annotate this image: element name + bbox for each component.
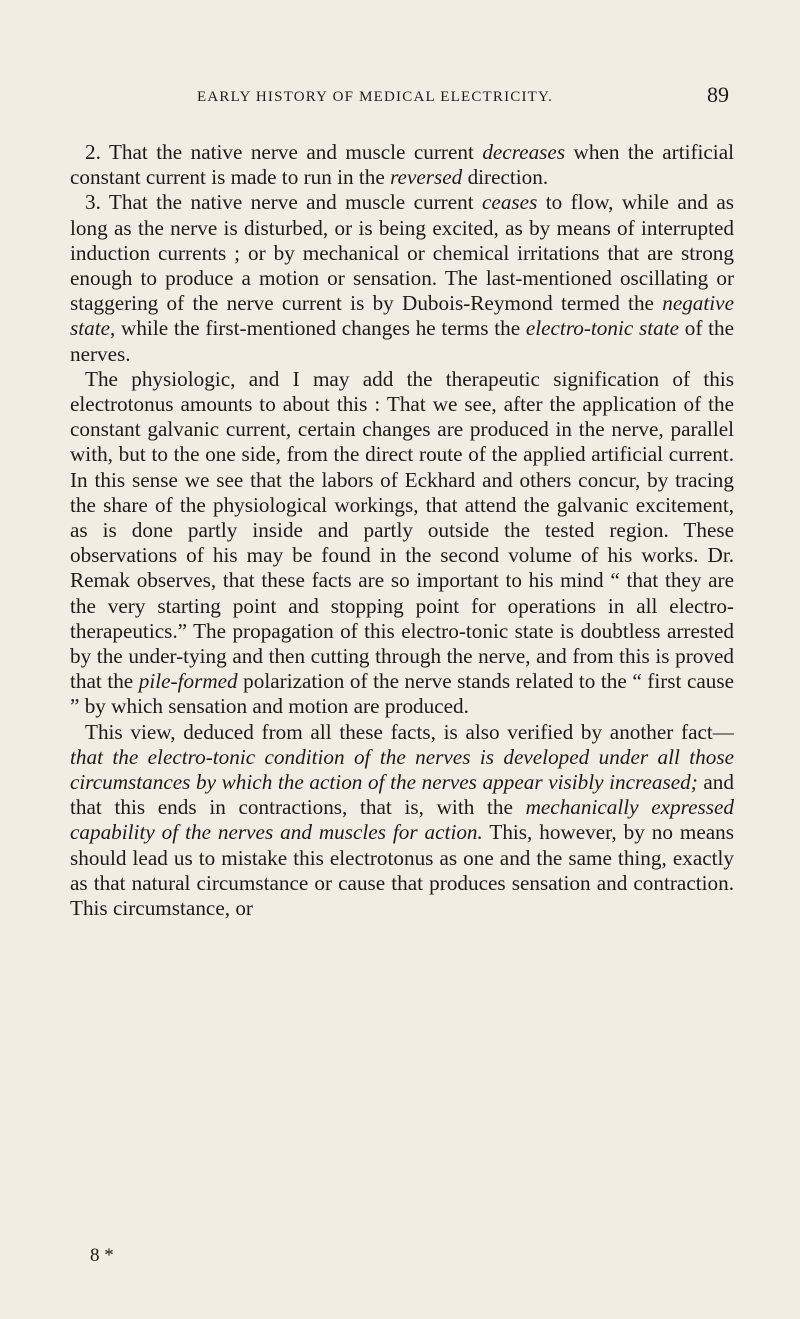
italic-run: reversed xyxy=(390,165,463,190)
italic-run: mechanically expressed capability of the nerves and muscles for action. xyxy=(70,795,734,845)
text-run: of the nerves. xyxy=(70,316,734,366)
running-head: EARLY HISTORY OF MEDICAL ELECTRICITY. xyxy=(197,89,554,105)
paragraph-4 xyxy=(70,720,734,922)
italic-run: pile-formed xyxy=(138,669,238,694)
paragraph-3 xyxy=(70,367,734,720)
italic-run: ceases xyxy=(482,190,538,215)
italic-run: negative state xyxy=(70,291,734,341)
body-text xyxy=(70,140,734,921)
text-run: The physiologic, and I may add the therapeutic signification of this electrotonus amounts to about this : That we see, after the application of the constant galvanic current, certain changes are produced in the nerve, parallel with, but to the one side, from the direct route of the applied artificial current. In this sense we see that the labors of Eckhard and others concur, by tracing the share of the physiological workings, that attend the galvanic excitement, as is done partly inside and partly outside the tested region. These observations of his may be found in the second volume of his works. Dr. Remak observes, that these facts are so important to his mind “ that they are the very starting point and stopping point for operations in all electro-therapeutics.” The propagation of this electro-tonic state is doubtless arrested by the under-tying and then cutting through the nerve, and from this is proved that the xyxy=(70,366,734,694)
text-run: This, however, by no means should lead us to mistake this electrotonus as one and the same thing, exactly as that natural circumstance or cause that produces sensation and contraction. This circumstance, or xyxy=(70,820,735,921)
italic-run: that the electro-tonic condition of the nerves is developed under all those circumstances by which the action of the nerves appear visibly increased; xyxy=(70,744,734,795)
text-run: and that this ends in contractions, that is, with the xyxy=(70,770,734,820)
italic-run: electro-tonic state xyxy=(525,316,680,341)
paragraph-2 xyxy=(70,190,734,366)
page-number: 89 xyxy=(707,82,729,107)
text-run: direction. xyxy=(462,165,549,190)
signature-mark: 8 * xyxy=(90,1245,114,1266)
text-run: when the artificial constant current is made to run in the xyxy=(70,140,734,190)
text-run: polarization of the nerve stands related to the “ first cause ” by which sensation and motion are produced. xyxy=(70,669,735,719)
text-run: , while the first-mentioned changes he terms the xyxy=(110,316,526,341)
text-run: 3. That the native nerve and muscle current xyxy=(85,190,483,215)
text-run: 2. That the native nerve and muscle current xyxy=(85,140,483,164)
text-run: to flow, while and as long as the nerve is disturbed, or is being excited, as by means of interrupted induction currents ; or by mechanical or chemical irritations that are strong enough to produce a motion or sensation. The last-mentioned oscillating or staggering of the nerve current is by Dubois-Reymond termed the xyxy=(70,190,734,316)
text-run: This view, deduced from all these facts, is also verified by another fact— xyxy=(85,719,734,744)
paragraph-1 xyxy=(70,140,734,190)
italic-run: decreases xyxy=(482,140,566,164)
